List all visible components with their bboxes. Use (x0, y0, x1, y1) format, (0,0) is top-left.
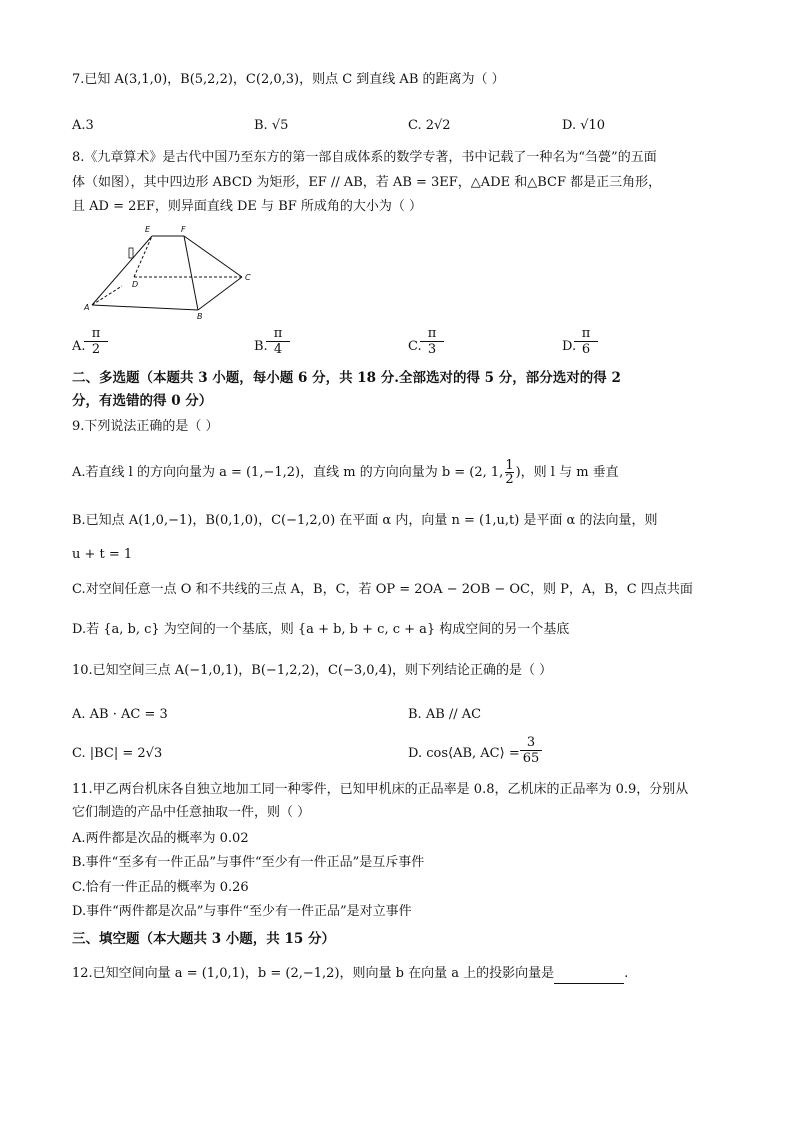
q8-stem-line1: 8.《九章算术》是古代中国乃至东方的第一部自成体系的数学专著，书中记载了一种名为“刍甍”的五面 (72, 150, 657, 165)
section2-heading-line1: 二、多选题（本题共 3 小题，每小题 6 分，共 18 分.全部选对的得 5 分，部分选对的得 2 (72, 370, 621, 386)
q10-option-c: C. |BC| = 2√3 (72, 746, 163, 761)
edge-ad-hidden (92, 286, 122, 305)
label-a: A (84, 303, 90, 312)
q8-stem-line2: 体（如图），其中四边形 ABCD 为矩形，EF // AB，若 AB = 3EF，△ADE 和△BCF 都是正三角形， (72, 175, 662, 190)
edge-de-hidden (134, 236, 152, 277)
edge-ae (92, 236, 152, 305)
q11-option-a: A.两件都是次品的概率为 0.02 (72, 831, 249, 846)
q12-stem: 12.已知空间向量 a = (1,0,1)，b = (2,−1,2)，则向量 b 在向量 a 上的投影向量是 . (72, 964, 628, 984)
q8-option-b-fraction: $\frac{\pi}{4}$ (266, 326, 290, 358)
chumeng-solid-figure (82, 222, 262, 322)
section3-heading: 三、填空题（本大题共 3 小题，共 15 分） (72, 931, 335, 947)
q11-option-b: B.事件“至多有一件正品”与事件“至少有一件正品”是互斥事件 (72, 855, 425, 870)
edge-bc (198, 277, 242, 310)
q11-option-c: C.恰有一件正品的概率为 0.26 (72, 880, 249, 895)
figure-mark (129, 248, 133, 258)
edge-ab (92, 305, 198, 310)
q8-option-a-prefix: A. (72, 339, 86, 354)
section2-heading-line2: 分，有选错的得 0 分） (72, 393, 213, 409)
q7-stem: 7.已知 A(3,1,0)，B(5,2,2)，C(2,0,3)，则点 C 到直线 AB 的距离为（ ） (72, 72, 505, 87)
q8-option-c-prefix: C. (408, 339, 422, 354)
q11-stem-line2: 它们制造的产品中任意抽取一件，则（ ） (72, 805, 311, 820)
label-f: F (181, 225, 186, 234)
q10-option-d-fraction: $\frac{3}{65}$ (520, 735, 542, 767)
q8-option-b-prefix: B. (254, 339, 268, 354)
label-c: C (245, 273, 251, 282)
q8-option-c-fraction: $\frac{\pi}{3}$ (420, 326, 444, 358)
q8-option-d-fraction: $\frac{\pi}{6}$ (574, 326, 598, 358)
q9-option-a: A.若直线 l 的方向向量为 a = (1,−1,2)，直线 m 的方向向量为 b = (2, 1, $\frac{1}{2}$ )，则 l 与 m 垂直 (72, 458, 619, 487)
q9-option-d: D.若 {a, b, c} 为空间的一个基底，则 {a + b, b + c, c + a} 构成空间的另一个基底 (72, 622, 570, 637)
q9-option-b-line2: u + t = 1 (72, 547, 133, 562)
q8-stem-line3: 且 AD = 2EF，则异面直线 DE 与 BF 所成角的大小为（ ） (72, 199, 423, 214)
q10-option-a: A. AB · AC = 3 (72, 707, 168, 722)
q8-option-d-prefix: D. (562, 339, 577, 354)
edge-fc (184, 236, 242, 277)
q11-stem-line1: 11.甲乙两台机床各自独立地加工同一种零件，已知甲机床的正品率是 0.8，乙机床的正品率为 0.9，分别从 (72, 782, 689, 797)
q8-option-a-fraction: $\frac{\pi}{2}$ (84, 326, 108, 358)
q10-options-row2 (72, 733, 722, 773)
q11-option-d: D.事件“两件都是次品”与事件“至少有一件正品”是对立事件 (72, 904, 412, 919)
q10-option-d: D. cos⟨AB, AC⟩ = (408, 746, 520, 761)
q7-option-c: C. 2√2 (408, 118, 451, 133)
q7-option-a: A.3 (72, 118, 94, 133)
label-b: B (197, 312, 203, 321)
q9-option-b-line1: B.已知点 A(1,0,−1)，B(0,1,0)，C(−1,2,0) 在平面 α 内，向量 n = (1,u,t) 是平面 α 的法向量，则 (72, 513, 658, 528)
label-e: E (145, 225, 151, 234)
q9-stem: 9.下列说法正确的是（ ） (72, 419, 219, 434)
edge-fb (184, 236, 198, 310)
q9-option-c: C.对空间任意一点 O 和不共线的三点 A，B，C，若 OP = 2OA − 2OB − OC，则 P，A，B，C 四点共面 (72, 582, 693, 597)
q10-options-row1 (72, 705, 722, 727)
q10-option-b: B. AB // AC (408, 707, 482, 722)
label-d: D (132, 280, 139, 289)
q7-options (72, 116, 722, 138)
q7-option-b: B. √5 (254, 118, 289, 133)
q7-option-d: D. √10 (562, 118, 606, 133)
q10-stem: 10.已知空间三点 A(−1,0,1)，B(−1,2,2)，C(−3,0,4)，则下列结论正确的是（ ） (72, 663, 553, 678)
q12-answer-blank[interactable] (554, 969, 624, 984)
q8-options (72, 326, 722, 366)
